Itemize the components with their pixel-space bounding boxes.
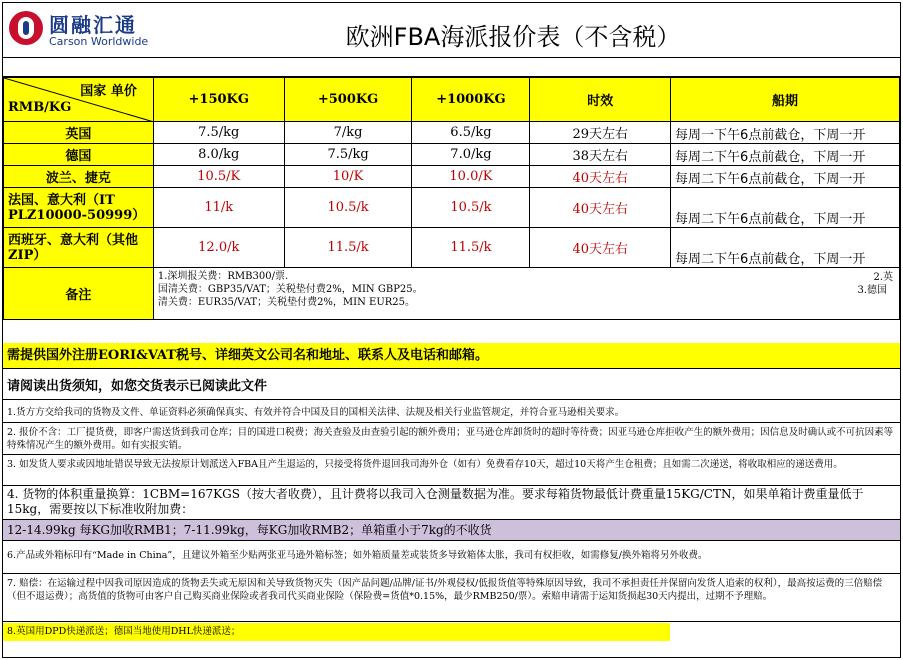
logo-mark-icon <box>9 11 43 45</box>
corner-header-cell <box>4 78 154 122</box>
price-150: 8.0/kg <box>153 144 284 166</box>
col-header-150: +150KG <box>153 78 284 122</box>
divider <box>3 485 900 486</box>
ship-schedule: 每周二下午6点前截仓，下周一开 <box>671 228 900 268</box>
note-8: 8.英国用DPD快递派送；德国当地使用DHL快递派送； <box>3 623 670 641</box>
note-2: 2. 报价不含：工厂提货费，即客户需送货到我司仓库；目的国进口税费；海关查验及由查验引起的额外费用；亚马逊仓库卸货时的超时等待费；因亚马逊仓库拒收产生的额外费用；因信息及时确认或不可抗因素等特殊情况产生的额外费用。如有实报实销。 <box>7 427 894 451</box>
transit-time: 40天左右 <box>530 166 671 188</box>
ship-schedule: 每周二下午6点前截仓，下周一开 <box>671 188 900 228</box>
price-500: 10.5/k <box>284 188 412 228</box>
surcharge-band: 12-14.99kg 每KG加收RMB1；7-11.99kg，每KG加收RMB2；单箱重小于7kg的不收货 <box>3 519 900 541</box>
price-500: 11.5/k <box>284 228 412 268</box>
col-header-1000: +1000KG <box>412 78 530 122</box>
price-500: 7.5/kg <box>284 144 412 166</box>
country-cell: 德国 <box>4 144 154 166</box>
transit-time: 40天左右 <box>530 228 671 268</box>
remarks-label: 备注 <box>4 268 154 320</box>
remark-line: 国清关费：GBP35/VAT；关税垫付费2%，MIN GBP25。 <box>157 284 423 295</box>
read-notice: 请阅读出货须知，如您交货表示已阅读此文件 <box>3 370 900 400</box>
price-150: 12.0/k <box>153 228 284 268</box>
price-1000: 7.0/kg <box>412 144 530 166</box>
col-header-transit: 时效 <box>530 78 671 122</box>
remark-line: 清关费：EUR35/VAT；关税垫付费2%，MIN EUR25。 <box>157 297 416 308</box>
remark-line: 1.深圳报关费：RMB300/票. <box>157 271 289 282</box>
country-cell: 西班牙、意大利（其他ZIP） <box>4 228 154 268</box>
remarks-cell <box>153 268 899 320</box>
price-1000: 11.5/k <box>412 228 530 268</box>
table-row <box>4 144 900 166</box>
country-cell: 波兰、捷克 <box>4 166 154 188</box>
corner-top-label: 国家 单价 <box>80 83 137 99</box>
table-header-row <box>4 78 900 122</box>
transit-time: 29天左右 <box>530 122 671 144</box>
ship-schedule: 每周二下午6点前截仓，下周一开 <box>671 166 900 188</box>
requirement-banner: 需提供国外注册EORI&VAT税号、详细英文公司名和地址、联系人及电话和邮箱。 <box>3 343 900 369</box>
price-1000: 6.5/kg <box>412 122 530 144</box>
divider <box>3 573 900 574</box>
divider <box>3 422 900 423</box>
logo-name-cn: 圆融汇通 <box>49 13 137 37</box>
rate-table <box>3 77 900 320</box>
ship-schedule: 每周一下午6点前截仓，下周一开 <box>671 122 900 144</box>
country-cell: 英国 <box>4 122 154 144</box>
company-logo <box>5 5 155 55</box>
transit-time: 40天左右 <box>530 188 671 228</box>
table-row <box>4 188 900 228</box>
price-150: 7.5/kg <box>153 122 284 144</box>
page-title: 欧洲FBA海派报价表（不含税） <box>345 23 681 51</box>
header <box>3 3 900 58</box>
corner-bottom-label: RMB/KG <box>8 99 72 115</box>
note-4: 4. 货物的体积重量换算：1CBM=167KGS（按大者收费），且计费将以我司入仓测量数据为准。要求每箱货物最低计费重量15KG/CTN，如果单箱计费重量低于15kg，需要按以下标准收附加费： <box>7 487 864 516</box>
price-1000: 10.0/K <box>412 166 530 188</box>
note-3: 3. 如发货人要求或因地址错误导致无法按原计划派送入FBA且产生退运的，只接受将货件退回我司海外仓（如有）免费看存10天，超过10天将产生仓租费；且如需二次递送，将收取相应的递送费用。 <box>7 459 843 470</box>
divider <box>3 621 900 622</box>
price-150: 10.5/K <box>153 166 284 188</box>
note-1: 1.货方方交给我司的货物及文件、单证资料必须确保真实、有效并符合中国及目的国相关法律、法规及相关行业监管规定，并符合亚马逊相关要求。 <box>7 407 625 418</box>
table-row <box>4 228 900 268</box>
col-header-schedule: 船期 <box>671 78 900 122</box>
remarks-row <box>4 268 900 320</box>
table-row <box>4 166 900 188</box>
remark-right-line: 3.德国 <box>857 285 887 296</box>
table-row <box>4 122 900 144</box>
remark-right-line: 2.英 <box>873 272 893 283</box>
quote-sheet <box>2 2 901 658</box>
ship-schedule: 每周二下午6点前截仓，下周一开 <box>671 144 900 166</box>
divider <box>3 454 900 455</box>
price-500: 10/K <box>284 166 412 188</box>
price-1000: 10.5/k <box>412 188 530 228</box>
col-header-500: +500KG <box>284 78 412 122</box>
country-cell: 法国、意大利（IT PLZ10000-50999） <box>4 188 154 228</box>
note-7: 7. 赔偿：在运输过程中因我司原因造成的货物丢失或无原因和关导致货物灭失（因产品问题/品牌/证书/外观侵权/低报货值等特殊原因导致，我司不承担责任并保留向发货人追索的权利），最高按运费的三倍赔偿（但不退运费）；高货值的货物可由客户自己购买商业保险或者我司代买商业保险（保险费=货值*0.15%，最少RMB250/票）。索赔申请需于运知货损起30天内提出，过期不予理赔。 <box>7 578 883 602</box>
spacer-row <box>3 58 900 77</box>
transit-time: 38天左右 <box>530 144 671 166</box>
logo-name-en: Carson Worldwide <box>49 35 149 48</box>
note-6: 6.产品或外箱标印有“Made in China”，且建议外箱至少贴两张亚马逊外箱标签；如外箱质量差或装货多导致箱体太胀，我司有权拒收，如需修复/换外箱将另外收费。 <box>7 550 708 561</box>
price-150: 11/k <box>153 188 284 228</box>
price-500: 7/kg <box>284 122 412 144</box>
